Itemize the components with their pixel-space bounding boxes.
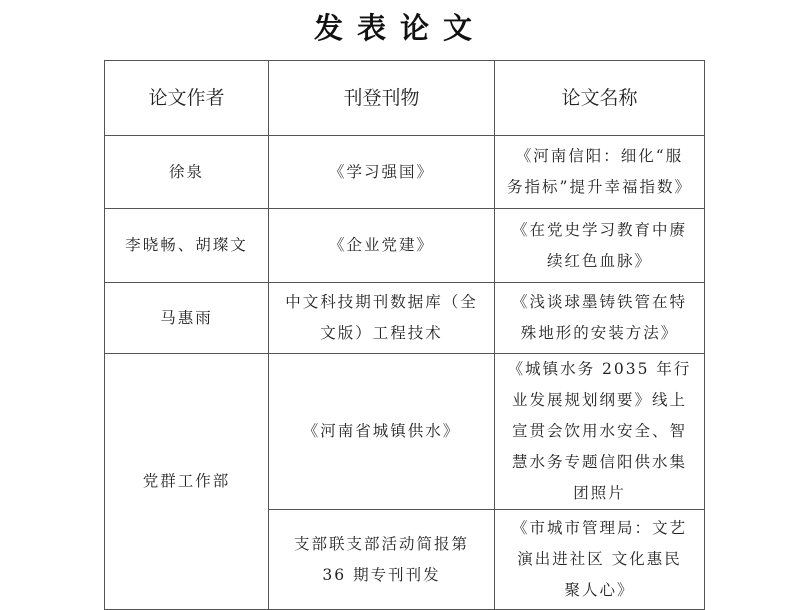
journal-cell: 中文科技期刊数据库（全 文版）工程技术: [269, 283, 495, 354]
header-journal: 刊登刊物: [269, 61, 495, 136]
table-header-row: [105, 61, 705, 136]
header-author: 论文作者: [105, 61, 269, 136]
papers-table: [104, 60, 705, 610]
table-row: [105, 283, 705, 354]
author-cell: 马惠雨: [105, 283, 269, 354]
table-row: [105, 354, 705, 510]
paper-cell: 《浅谈球墨铸铁管在特 殊地形的安装方法》: [495, 283, 705, 354]
header-paper: 论文名称: [495, 61, 705, 136]
author-cell: 党群工作部: [105, 354, 269, 610]
paper-cell: 《城镇水务 2035 年行 业发展规划纲要》线上 宣贯会饮用水安全、智 慧水务专题信阳供水集 团照片: [495, 354, 705, 510]
author-cell: 李晓畅、胡璨文: [105, 209, 269, 283]
author-cell: 徐泉: [105, 136, 269, 209]
paper-cell: 《市城市管理局：文艺 演出进社区 文化惠民 聚人心》: [495, 510, 705, 610]
journal-cell: 支部联支部活动简报第 36 期专刊刊发: [269, 510, 495, 610]
table-row: [105, 209, 705, 283]
paper-cell: 《在党史学习教育中赓 续红色血脉》: [495, 209, 705, 283]
journal-cell: 《河南省城镇供水》: [269, 354, 495, 510]
table-row: [105, 136, 705, 209]
journal-cell: 《学习强国》: [269, 136, 495, 209]
paper-cell: 《河南信阳：细化“服 务指标”提升幸福指数》: [495, 136, 705, 209]
journal-cell: 《企业党建》: [269, 209, 495, 283]
page-title: 发表论文: [313, 11, 486, 45]
